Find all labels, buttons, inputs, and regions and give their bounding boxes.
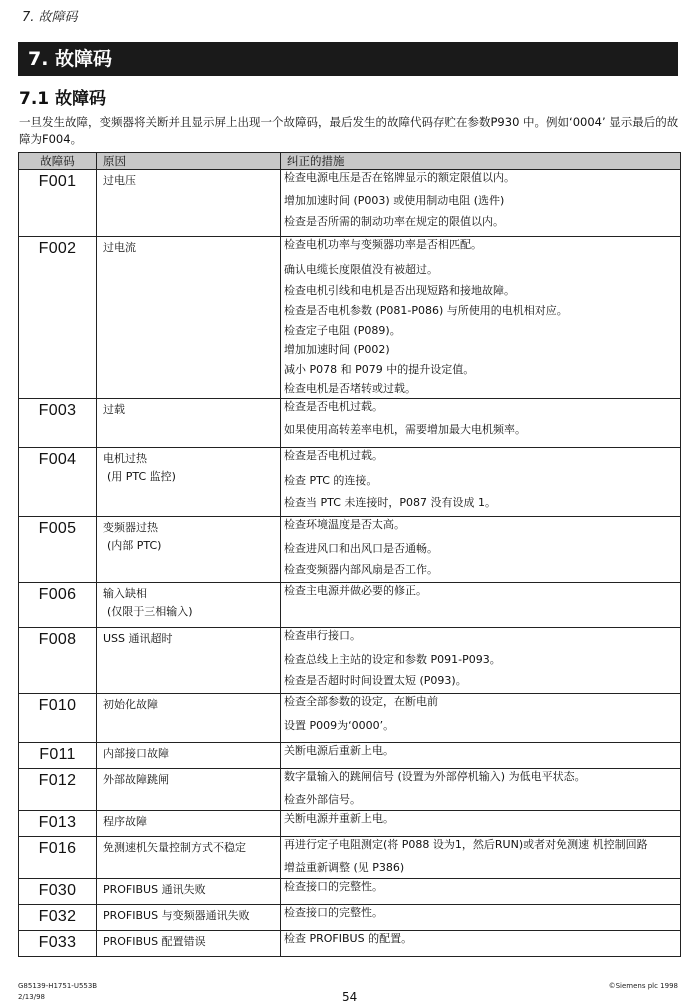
corrective-action-text: 关断电源并重新上电。 (284, 812, 394, 825)
fault-code-cell: F010 (19, 694, 97, 743)
corrective-action-text: 检查 PROFIBUS 的配置。 (284, 932, 413, 945)
corrective-action-text: 检查电机引线和电机是否出现短路和接地故障。 (284, 284, 515, 297)
corrective-action-cell (281, 448, 681, 517)
corrective-action-text: 检查是否电机过载。 (284, 449, 383, 462)
corrective-action-text: 检查主电源并做必要的修正。 (284, 584, 427, 597)
cause-cell (97, 517, 281, 583)
table-row (19, 743, 681, 769)
corrective-action-text: 检查全部参数的设定，在断电前 (284, 695, 438, 708)
corrective-action-cell (281, 837, 681, 879)
chapter-title: 7. 故障码 (28, 48, 113, 70)
cause-cell (97, 743, 281, 769)
table-row (19, 769, 681, 811)
cause-cell (97, 628, 281, 694)
cause-text: PROFIBUS 与变频器通讯失败 (103, 909, 250, 922)
cause-cell (97, 811, 281, 837)
corrective-action-text: 检查定子电阻 (P089)。 (284, 324, 401, 337)
chapter-title-bar (18, 42, 678, 76)
corrective-action-cell (281, 628, 681, 694)
cause-text: PROFIBUS 通讯失败 (103, 883, 206, 896)
corrective-action-cell (281, 694, 681, 743)
cause-cell (97, 931, 281, 957)
corrective-action-text: 检查变频器内部风扇是否工作。 (284, 563, 438, 576)
cause-text: 变频器过热 (103, 521, 158, 534)
table-row (19, 517, 681, 583)
fault-code-cell: F032 (19, 905, 97, 931)
table-row (19, 170, 681, 237)
corrective-action-text: 再进行定子电阻测定(将 P088 设为1，然后RUN)或者对免测速 机控制回路 (284, 838, 648, 851)
corrective-action-text: 检查电源电压是否在铭牌显示的额定限值以内。 (284, 171, 515, 184)
corrective-action-text: 检查电机是否堵转或过载。 (284, 382, 416, 395)
corrective-action-cell (281, 905, 681, 931)
table-row (19, 811, 681, 837)
corrective-action-text: 数字量输入的跳闸信号 (设置为外部停机输入) 为低电平状态。 (284, 770, 586, 783)
footer-doc-id: G85139-H1751-U553B (18, 982, 98, 990)
header-corrective-action: 纠正的措施 (281, 153, 681, 170)
cause-cell (97, 448, 281, 517)
cause-text: 电机过热 (103, 452, 147, 465)
cause-text: USS 通讯超时 (103, 632, 173, 645)
cause-cell (97, 399, 281, 448)
corrective-action-text: 检查串行接口。 (284, 629, 361, 642)
corrective-action-text: 增加加速时间 (P002) (284, 343, 390, 356)
fault-code-cell: F033 (19, 931, 97, 957)
corrective-action-text: 检查 PTC 的连接。 (284, 474, 378, 487)
cause-cell (97, 879, 281, 905)
table-row (19, 694, 681, 743)
cause-text: (仅限于三相输入) (107, 605, 193, 618)
page-number: 54 (342, 990, 358, 1004)
table-row (19, 628, 681, 694)
cause-cell (97, 583, 281, 628)
corrective-action-text: 检查外部信号。 (284, 793, 361, 806)
fault-code-cell: F011 (19, 743, 97, 769)
cause-text: PROFIBUS 配置错误 (103, 935, 206, 948)
fault-code-cell: F001 (19, 170, 97, 237)
corrective-action-cell (281, 399, 681, 448)
corrective-action-text: 设置 P009为‘0000’。 (284, 719, 395, 732)
corrective-action-cell (281, 170, 681, 237)
corrective-action-text: 检查当 PTC 未连接时，P087 没有设成 1。 (284, 496, 497, 509)
corrective-action-cell (281, 237, 681, 399)
fault-code-cell: F004 (19, 448, 97, 517)
table-row (19, 448, 681, 517)
fault-code-cell: F013 (19, 811, 97, 837)
corrective-action-text: 检查总线上主站的设定和参数 P091-P093。 (284, 653, 501, 666)
corrective-action-cell (281, 743, 681, 769)
corrective-action-text: 检查是否超时时间设置太短 (P093)。 (284, 674, 467, 687)
fault-code-table (18, 152, 681, 957)
fault-code-cell: F003 (19, 399, 97, 448)
cause-cell (97, 170, 281, 237)
corrective-action-text: 检查接口的完整性。 (284, 880, 383, 893)
table-row (19, 399, 681, 448)
cause-cell (97, 694, 281, 743)
fault-code-cell: F016 (19, 837, 97, 879)
footer-copyright: ©Siemens plc 1998 (608, 982, 678, 990)
table-row (19, 931, 681, 957)
corrective-action-text: 检查是否电机过载。 (284, 400, 383, 413)
fault-code-cell: F005 (19, 517, 97, 583)
cause-text: (内部 PTC) (107, 539, 162, 552)
cause-text: 过电流 (103, 241, 136, 254)
table-body (19, 170, 681, 957)
corrective-action-text: 检查是否电机参数 (P081-P086) 与所使用的电机相对应。 (284, 304, 568, 317)
corrective-action-text: 增益重新调整 (见 P386) (284, 861, 405, 874)
corrective-action-cell (281, 517, 681, 583)
corrective-action-text: 检查是否所需的制动功率在规定的限值以内。 (284, 215, 504, 228)
cause-cell (97, 237, 281, 399)
corrective-action-text: 关断电源后重新上电。 (284, 744, 394, 757)
table-row (19, 837, 681, 879)
cause-text: (用 PTC 监控) (107, 470, 176, 483)
corrective-action-text: 检查环境温度是否太高。 (284, 518, 405, 531)
header-cause: 原因 (97, 153, 281, 170)
table-row (19, 879, 681, 905)
fault-code-cell: F030 (19, 879, 97, 905)
fault-code-cell: F008 (19, 628, 97, 694)
corrective-action-cell (281, 583, 681, 628)
cause-text: 程序故障 (103, 815, 147, 828)
cause-text: 初始化故障 (103, 698, 158, 711)
footer-date: 2/13/98 (18, 993, 45, 1001)
fault-code-cell: F012 (19, 769, 97, 811)
cause-text: 过电压 (103, 174, 136, 187)
fault-code-cell: F006 (19, 583, 97, 628)
corrective-action-cell (281, 931, 681, 957)
corrective-action-cell (281, 879, 681, 905)
corrective-action-text: 检查接口的完整性。 (284, 906, 383, 919)
table-row (19, 905, 681, 931)
header-fault-code: 故障码 (19, 153, 97, 170)
cause-cell (97, 837, 281, 879)
cause-cell (97, 769, 281, 811)
table-header-row (19, 153, 681, 170)
corrective-action-text: 确认电缆长度限值没有被超过。 (284, 263, 438, 276)
cause-text: 过载 (103, 403, 125, 416)
corrective-action-text: 增加加速时间 (P003) 或使用制动电阻 (选件) (284, 194, 505, 207)
cause-text: 内部接口故障 (103, 747, 169, 760)
corrective-action-text: 检查进风口和出风口是否通畅。 (284, 542, 438, 555)
table-row (19, 583, 681, 628)
corrective-action-cell (281, 811, 681, 837)
corrective-action-cell (281, 769, 681, 811)
fault-code-cell: F002 (19, 237, 97, 399)
corrective-action-text: 检查电机功率与变频器功率是否相匹配。 (284, 238, 482, 251)
table-row (19, 237, 681, 399)
cause-cell (97, 905, 281, 931)
running-header: 7. 故障码 (22, 10, 78, 25)
cause-text: 外部故障跳闸 (103, 773, 169, 786)
intro-paragraph: 一旦发生故障，变频器将关断并且显示屏上出现一个故障码，最后发生的故障代码存贮在参数P930 中。例如‘0004’ 显示最后的故障为F004。 (19, 115, 679, 146)
corrective-action-text: 如果使用高转差率电机，需要增加最大电机频率。 (284, 423, 526, 436)
section-title: 7.1 故障码 (19, 89, 107, 109)
cause-text: 输入缺相 (103, 587, 147, 600)
corrective-action-text: 减小 P078 和 P079 中的提升设定值。 (284, 363, 475, 376)
cause-text: 免测速机矢量控制方式不稳定 (103, 841, 246, 854)
